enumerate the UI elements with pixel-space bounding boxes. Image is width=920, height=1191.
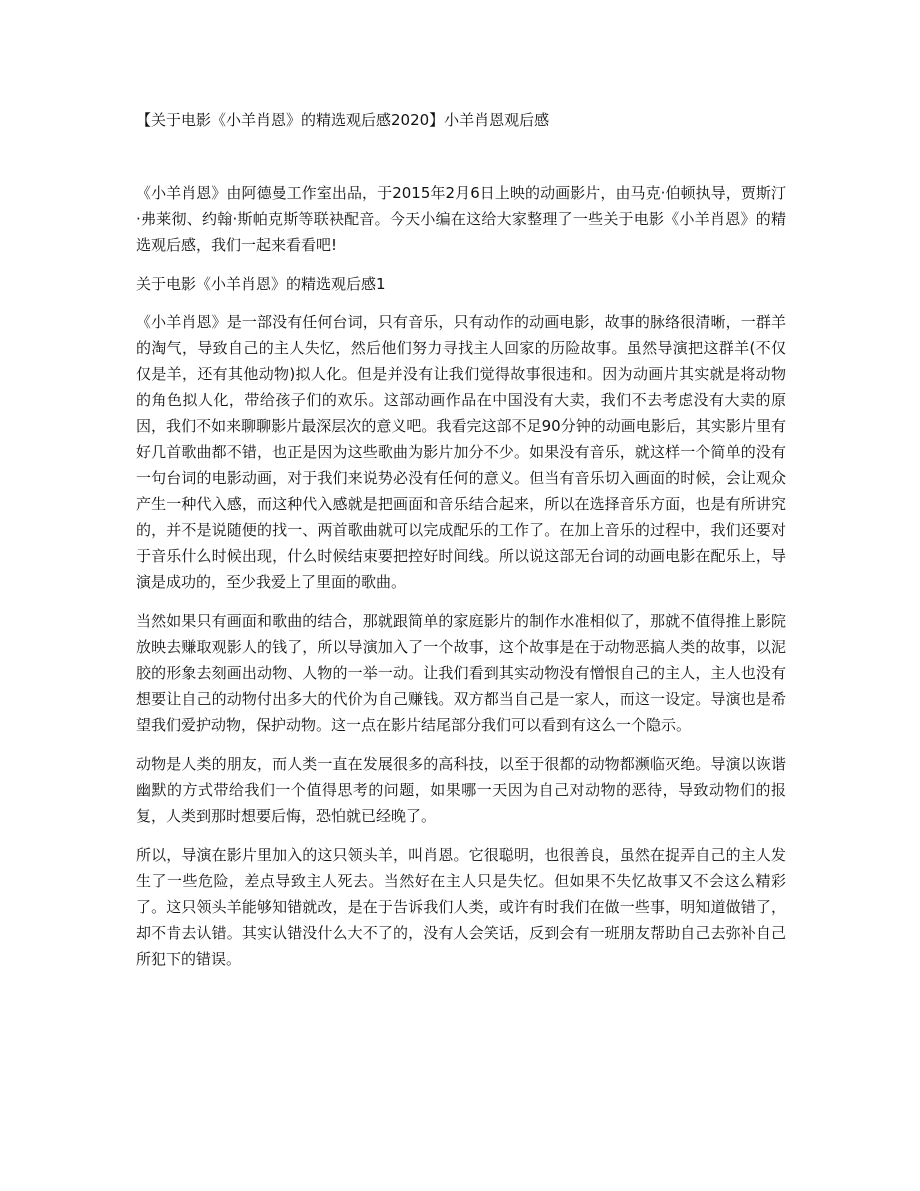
document-title: 【关于电影《小羊肖恩》的精选观后感2020】小羊肖恩观后感 — [136, 111, 550, 129]
document-body — [136, 180, 786, 985]
body-paragraph-4: 所以，导演在影片里加入的这只领头羊，叫肖恩。它很聪明，也很善良，虽然在捉弄自己的主人发生了一些危险，差点导致主人死去。当然好在主人只是失忆。但如果不失忆故事又不会这么精彩了。这只领头羊能够知错就改，是在于告诉我们人类，或许有时我们在做一些事，明知道做错了，却不肯去认错。其实认错没什么大不了的，没有人会笑话，反到会有一班朋友帮助自己去弥补自己所犯下的错误。 — [136, 846, 786, 968]
body-paragraph-1: 《小羊肖恩》是一部没有任何台词，只有音乐，只有动作的动画电影，故事的脉络很清晰，一群羊的淘气，导致自己的主人失忆，然后他们努力寻找主人回家的历险故事。虽然导演把这群羊(不仅仅是羊，还有其他动物)拟人化。但是并没有让我们觉得故事很违和。因为动画片其实就是将动物的角色拟人化，带给孩子们的欢乐。这部动画作品在中国没有大卖，我们不去考虑没有大卖的原因，我们不如来聊聊影片最深层次的意义吧。我看完这部不足90分钟的动画电影后，其实影片里有好几首歌曲都不错，也正是因为这些歌曲为影片加分不少。如果没有音乐，就这样一个简单的没有一句台词的电影动画，对于我们来说势必没有任何的意义。但当有音乐切入画面的时候，会让观众产生一种代入感，而这种代入感就是把画面和音乐结合起来，所以在选择音乐方面，也是有所讲究的，并不是说随便的找一、两首歌曲就可以完成配乐的工作了。在加上音乐的过程中，我们还要对于音乐什么时候出现，什么时候结束要把控好时间线。所以说这部无台词的动画电影在配乐上，导演是成功的，至少我爱上了里面的歌曲。 — [136, 313, 786, 591]
section-heading: 关于电影《小羊肖恩》的精选观后感1 — [136, 275, 386, 293]
intro-paragraph: 《小羊肖恩》由阿德曼工作室出品，于2015年2月6日上映的动画影片，由马克·伯顿执导，贾斯汀·弗莱彻、约翰·斯帕克斯等联袂配音。今天小编在这给大家整理了一些关于电影《小羊肖恩》的精选观后感，我们一起来看看吧! — [136, 184, 786, 254]
body-paragraph-2: 当然如果只有画面和歌曲的结合，那就跟简单的家庭影片的制作水准相似了，那就不值得推上影院放映去赚取观影人的钱了，所以导演加入了一个故事，这个故事是在于动物恶搞人类的故事，以泥胶的形象去刻画出动物、人物的一举一动。让我们看到其实动物没有憎恨自己的主人，主人也没有想要让自己的动物付出多大的代价为自己赚钱。双方都当自己是一家人，而这一设定。导演也是希望我们爱护动物，保护动物。这一点在影片结尾部分我们可以看到有这么一个隐示。 — [136, 612, 786, 734]
body-paragraph-3: 动物是人类的朋友，而人类一直在发展很多的高科技，以至于很都的动物都濒临灭绝。导演以诙谐幽默的方式带给我们一个值得思考的问题，如果哪一天因为自己对动物的恶待，导致动物们的报复，人类到那时想要后悔，恐怕就已经晚了。 — [136, 755, 786, 825]
